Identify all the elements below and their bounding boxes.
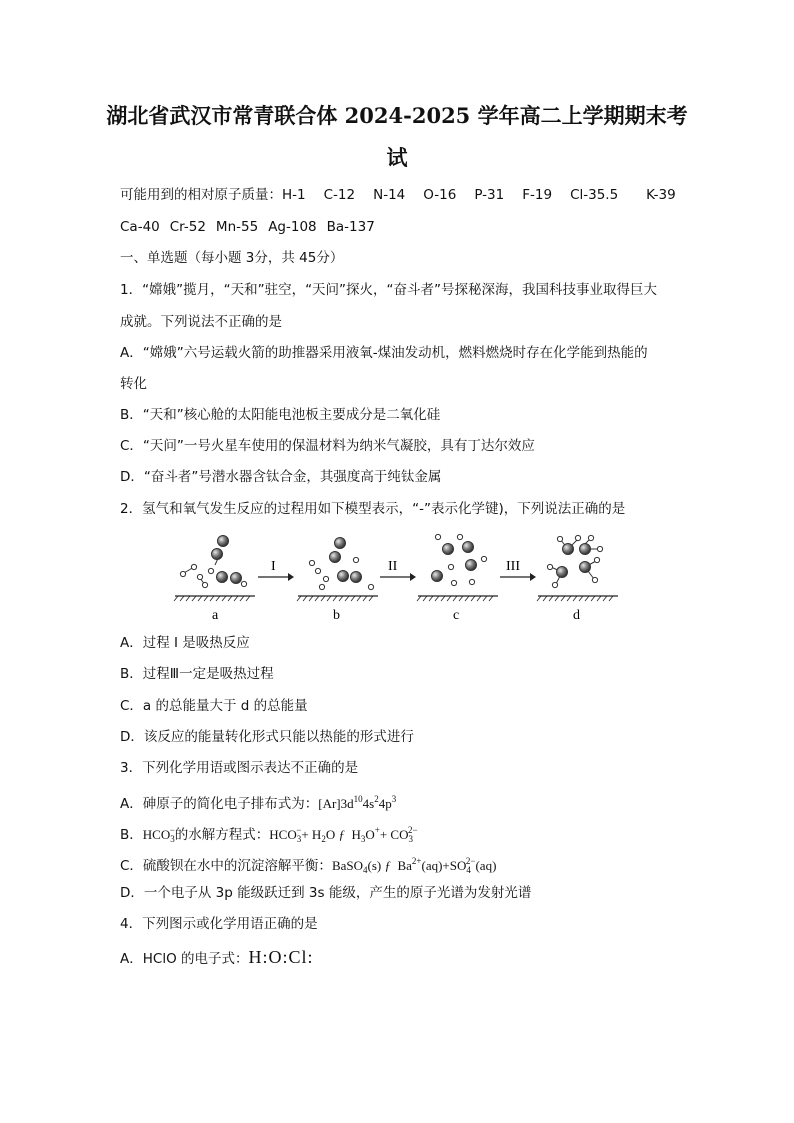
mass-item: H-1: [282, 187, 306, 203]
question-3-option-a: [120, 790, 396, 813]
mass-item: Ag-108: [268, 219, 317, 235]
question-1-option-d: D．“奋斗者”号潜水器含钛合金，其强度高于纯钛金属: [120, 469, 442, 485]
mass-item: C-12: [323, 187, 356, 203]
svg-text:I: I: [271, 559, 276, 574]
question-1-stem-cont: 成就。下列说法不正确的是: [120, 314, 282, 330]
question-1-option-a: A．“嫦娥”六号运载火箭的助推器采用液氧-煤油发动机，燃料燃烧时存在化学能到热能的: [120, 345, 648, 361]
question-2-stem: 2．氢气和氧气发生反应的过程用如下模型表示，“-”表示化学键)，下列说法正确的是: [120, 501, 626, 517]
stage-d-water: [547, 535, 602, 587]
question-1-stem: 1．“嫦娥”揽月，“天和”驻空，“天问”探火，“奋斗者”号探秘深海，我国科技事业取得巨大: [120, 282, 658, 298]
question-4-option-a: A．HClO 的电子式：H:O:Cl:: [120, 947, 314, 967]
mass-item: Cl-35.5: [570, 187, 619, 203]
precipitation-equilibrium: BaSO$_4$(s) ƒ $Ba^{2+}(aq)+SO_4^{2-}(aq)$: [331, 856, 497, 875]
surface-b: [297, 596, 378, 601]
stage-label-d: d: [573, 608, 580, 623]
mass-item: F-19: [522, 187, 553, 203]
mass-item: P-31: [474, 187, 505, 203]
surface-d: [537, 596, 618, 601]
question-3-option-b: B．$HCO_3^-$的水解方程式：$HCO_3^-+ H_2O$ ƒ $H_3O^++ CO_3^{2-}$: [120, 825, 418, 844]
question-1-option-c: C．“天问”一号火星车使用的保温材料为纳米气凝胶，具有丁达尔效应: [120, 438, 535, 454]
mass-item: N-14: [373, 187, 406, 203]
mass-item: Cr-52: [169, 219, 206, 235]
section-title: 一、单选题（每小题 3分，共 45分）: [120, 250, 344, 266]
arrow-III: [500, 559, 536, 581]
question-1-option-b: B．“天和”核心舱的太阳能电池板主要成分是二氧化硅: [120, 407, 441, 423]
stage-label-b: b: [333, 608, 340, 623]
question-2-option-b: B．过程Ⅲ一定是吸热过程: [120, 666, 274, 682]
electron-config: $[Ar]3d^{10}4s^24p^3$: [318, 794, 397, 811]
option-label: A．砷原子的简化电子排布式为：: [120, 796, 319, 812]
question-3-stem: 3．下列化学用语或图示表达不正确的是: [120, 760, 359, 776]
bicarbonate-formula: $HCO_3^-$: [142, 825, 175, 844]
svg-text:II: II: [388, 559, 398, 574]
surface-a: [174, 596, 255, 601]
atomic-mass-row-1: [120, 186, 694, 204]
stage-label-a: a: [212, 608, 219, 623]
question-2-option-d: D．该反应的能量转化形式只能以热能的形式进行: [120, 729, 414, 745]
question-2-option-c: C．a 的总能量大于 d 的总能量: [120, 698, 308, 714]
stage-c-atoms: [432, 534, 487, 585]
page-title-continuation: 试: [386, 145, 408, 170]
question-3-option-d: D．一个电子从 3p 能级跃迁到 3s 能级，产生的原子光谱为发射光谱: [120, 885, 532, 901]
stage-b-molecules: [309, 538, 373, 590]
svg-text:III: III: [506, 559, 520, 574]
stage-label-c: c: [453, 608, 460, 623]
mass-item: Mn-55: [215, 219, 259, 235]
question-3-option-c: C．硫酸钡在水中的沉淀溶解平衡：BaSO$_4$(s) ƒ $Ba^{2+}(aq)+SO_4^{2-}(aq)$: [120, 856, 497, 875]
mass-item: Ba-137: [326, 219, 375, 235]
hydrolysis-equation: $HCO_3^-+ H_2O$ ƒ $H_3O^++ CO_3^{2-}$: [269, 825, 418, 844]
reaction-model-diagram: [170, 527, 630, 627]
question-2-option-a: A．过程 I 是吸热反应: [120, 635, 250, 651]
atomic-mass-label: 可能用到的相对原子质量：: [120, 187, 282, 203]
question-4-stem: 4．下列图示或化学用语正确的是: [120, 916, 318, 932]
page-title: 湖北省武汉市常青联合体 2024-2025 学年高二上学期期末考: [106, 103, 688, 128]
mass-item: Ca-40: [120, 219, 160, 235]
mass-item: O-16: [423, 187, 457, 203]
atomic-mass-row-2: [120, 218, 393, 236]
hclo-lewis-structure: H:O:Cl:: [248, 947, 314, 967]
surface-c: [417, 596, 498, 601]
question-1-option-a-cont: 转化: [120, 376, 147, 392]
arrow-I: [258, 559, 294, 581]
stage-a-molecules: [180, 536, 246, 588]
mass-item: K-39: [646, 187, 676, 203]
arrow-II: [380, 559, 416, 581]
